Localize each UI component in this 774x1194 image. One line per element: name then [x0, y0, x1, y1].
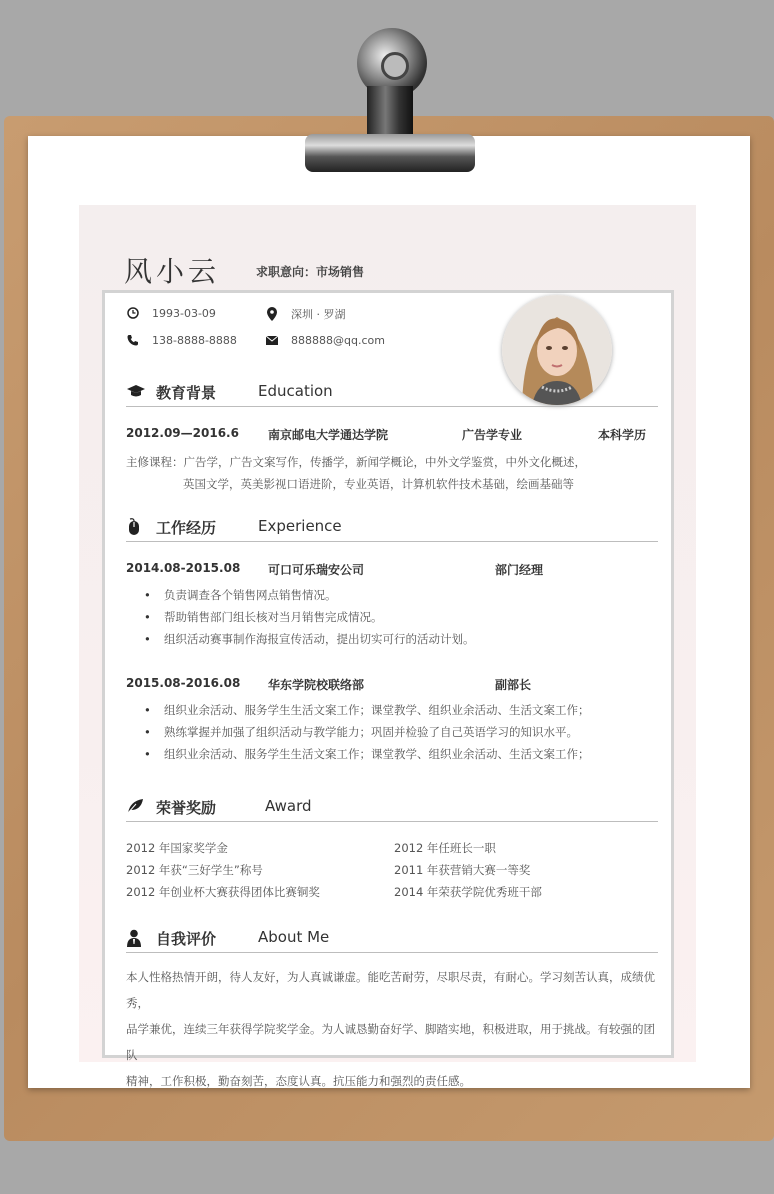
about-line-1: 本人性格热情开朗，待人友好，为人真诚谦虚。能吃苦耐劳，尽职尽责，有耐心。学习刻苦认真，成绩优秀，	[126, 970, 655, 1010]
edu-courses-line2: 英国文学，英美影视口语进阶，专业英语，计算机软件技术基础，绘画基础等	[183, 477, 574, 491]
binder-clip	[305, 28, 475, 178]
award-left-3: 2012 年创业杯大赛获得团体比赛铜奖	[126, 885, 320, 899]
job1-org: 可口可乐瑞安公司	[268, 563, 365, 577]
phone-icon	[126, 333, 140, 347]
job2-duties	[144, 699, 590, 765]
award-right-1: 2012 年任班长一职	[394, 841, 496, 855]
clip-base	[305, 134, 475, 172]
experience-header	[126, 516, 658, 542]
list-item: • 组织业余活动、服务学生生活文案工作；课堂教学、组织业余活动、生活文案工作；	[144, 743, 590, 765]
birth-info	[126, 306, 216, 320]
list-item: • 负责调查各个销售网点销售情况。	[144, 584, 475, 606]
job1-period: 2014.08-2015.08	[126, 561, 241, 575]
edu-school: 南京邮电大学通达学院	[268, 428, 389, 442]
award-title-en: Award	[265, 797, 312, 815]
birth-date: 1993-03-09	[152, 306, 216, 320]
location-text: 深圳 · 罗湖	[291, 308, 346, 321]
graduation-cap-icon	[126, 383, 146, 401]
job2-period: 2015.08-2016.08	[126, 676, 241, 690]
edu-degree: 本科学历	[598, 428, 647, 442]
job1-role: 部门经理	[495, 563, 544, 577]
education-title-cn: 教育背景	[156, 384, 217, 402]
edu-major: 广告学专业	[462, 428, 523, 442]
mouse-icon	[126, 518, 146, 536]
location-pin-icon	[265, 307, 279, 321]
job1-duties	[144, 584, 475, 650]
about-header	[126, 927, 658, 953]
award-right-3: 2014 年荣获学院优秀班干部	[394, 885, 542, 899]
candidate-name: 风小云	[124, 255, 221, 288]
award-right-2: 2011 年获营销大赛一等奖	[394, 863, 531, 877]
edu-courses-line1: 主修课程：广告学，广告文案写作，传播学，新闻学概论，中外文学鉴赏，中外文化概述，	[126, 455, 586, 469]
phone-number: 138-8888-8888	[152, 333, 237, 347]
edu-period: 2012.09—2016.6	[126, 426, 239, 440]
email-info	[265, 333, 385, 347]
person-icon	[126, 929, 146, 947]
education-header	[126, 381, 658, 407]
about-line-2: 品学兼优，连续三年获得学院奖学金。为人诚恳勤奋好学、脚踏实地，积极进取，用于挑战。有较强的团队	[126, 1022, 655, 1062]
mail-icon	[265, 333, 279, 347]
job2-org: 华东学院校联络部	[268, 678, 365, 692]
award-left-2: 2012 年获“三好学生”称号	[126, 863, 263, 877]
about-paragraph	[126, 964, 660, 1094]
about-line-3: 精神，工作积极，勤奋刻苦，态度认真。抗压能力和强烈的责任感。	[126, 1074, 471, 1088]
list-item: • 熟练掌握并加强了组织活动与教学能力；巩固并检验了自己英语学习的知识水平。	[144, 721, 590, 743]
job2-role: 副部长	[495, 678, 532, 692]
award-left-1: 2012 年国家奖学金	[126, 841, 228, 855]
award-title-cn: 荣誉奖励	[156, 799, 217, 817]
about-title-en: About Me	[258, 928, 330, 946]
education-title-en: Education	[258, 382, 333, 400]
award-header	[126, 796, 658, 822]
phone-info	[126, 333, 237, 347]
job-intent: 求职意向：市场销售	[256, 265, 365, 279]
list-item: • 组织活动赛事制作海报宣传活动，提出切实可行的活动计划。	[144, 628, 475, 650]
list-item: • 组织业余活动、服务学生生活文案工作；课堂教学、组织业余活动、生活文案工作；	[144, 699, 590, 721]
leaf-icon	[126, 798, 146, 816]
email-address: 888888@qq.com	[291, 333, 385, 347]
location-info	[265, 306, 346, 322]
clock-icon	[126, 306, 140, 320]
experience-title-cn: 工作经历	[156, 519, 217, 537]
about-title-cn: 自我评价	[156, 930, 217, 948]
experience-title-en: Experience	[258, 517, 342, 535]
list-item: • 帮助销售部门组长核对当月销售完成情况。	[144, 606, 475, 628]
